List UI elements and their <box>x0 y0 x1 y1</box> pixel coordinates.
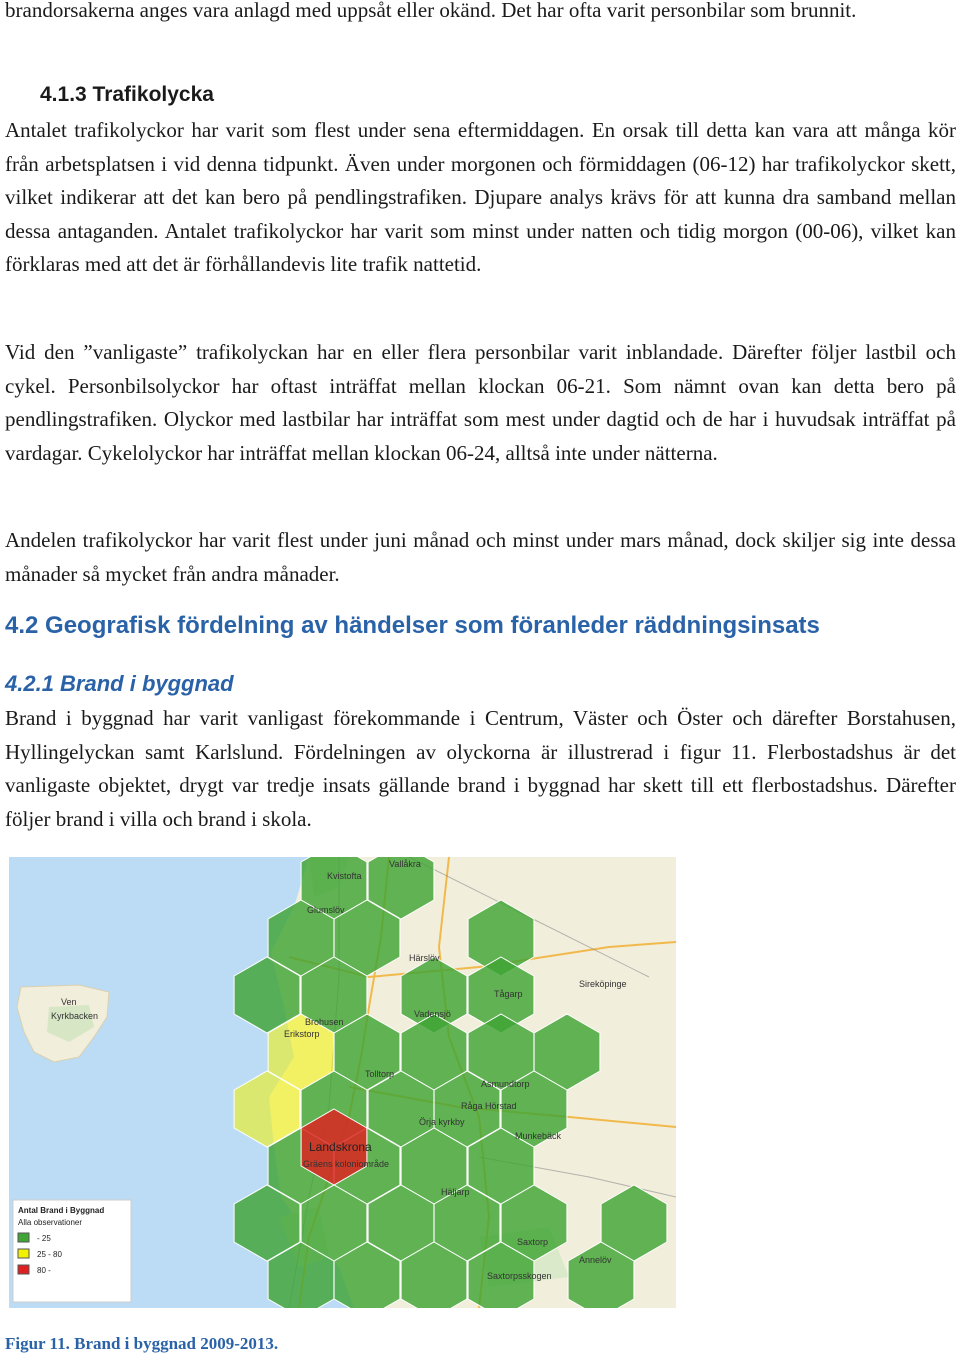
paragraph-brand: Brand i byggnad har varit vanligast förekommande i Centrum, Väster och Öster och därefter Borstahusen, Hyllingelyckan samt Karlslund. Fördelningen av olyckorna är illustrerad i figur 11. Flerbostadshus är det vanligaste objektet, drygt var tredje insats gällande brand i byggnad har skett till ett flerbostadshus. Därefter följer brand i villa och brand i skola. <box>5 706 956 831</box>
place-label: Sireköpinge <box>579 979 627 989</box>
legend-label-mid: 25 - 80 <box>37 1250 62 1259</box>
place-label: Saxtorp <box>517 1237 549 1247</box>
paragraph-trafik-2: Vid den ”vanligaste” trafikolyckan har en eller flera personbilar varit inblandade. Därefter följer lastbil och cykel. Personbilsolyckor har oftast inträffat mellan klockan 06-21. Som nämnt ovan kan detta bero på pendlingstrafiken. Olyckor med lastbilar har inträffat som mest under dagtid och de har i huvudsak inträffat på vardagar. Cykelolyckor har inträffat mellan klockan 06-24, alltså inte under nätterna. <box>5 340 956 465</box>
figure-caption: Figur 11. Brand i byggnad 2009-2013. <box>5 1334 279 1353</box>
place-label: Tolltorp <box>365 1069 395 1079</box>
paragraph-intro: brandorsakerna anges vara anlagd med uppsåt eller okänd. Det har ofta varit personbilar som brunnit. <box>5 0 857 22</box>
place-label: Saxtorpsskogen <box>487 1271 552 1281</box>
place-label: Vadensjö <box>414 1009 451 1019</box>
place-label: Ven <box>61 997 77 1007</box>
place-label: Örja kyrkby <box>419 1117 465 1127</box>
map-legend <box>13 1200 131 1302</box>
place-label: Häljarp <box>441 1187 470 1197</box>
paragraph-trafik-3: Andelen trafikolyckor har varit flest under juni månad och minst under mars månad, dock skiljer sig inte dessa månader så mycket från andra månader. <box>5 528 956 586</box>
legend-swatch-low <box>18 1233 29 1242</box>
place-label: Asmundtorp <box>481 1079 530 1089</box>
legend-label-low: - 25 <box>37 1234 51 1243</box>
place-label: Råga Hörstad <box>461 1101 517 1111</box>
legend-swatch-mid <box>18 1249 29 1258</box>
place-label: Munkebäck <box>515 1131 562 1141</box>
heading-4-1-3: 4.1.3 Trafikolycka <box>40 83 214 106</box>
legend-title: Antal Brand i Byggnad <box>18 1206 105 1215</box>
place-label: Kyrkbacken <box>51 1011 99 1021</box>
heading-4-2: 4.2 Geografisk fördelning av händelser som föranleder räddningsinsats <box>5 612 820 639</box>
place-label: Erikstorp <box>284 1029 320 1039</box>
place-label: Kvistofta <box>327 871 362 881</box>
legend-box <box>13 1200 131 1302</box>
place-label: Landskrona <box>309 1140 372 1154</box>
place-label: Glumslöv <box>307 905 345 915</box>
paragraph-trafik-1: Antalet trafikolyckor har varit som flest under sena eftermiddagen. En orsak till detta kan vara att många kör från arbetsplatsen i vid denna tidpunkt. Även under morgonen och förmiddagen (06-12) har trafikolyckor skett, vilket indikerar att det kan bero på pendlingstrafiken. Djupare analys krävs för att kunna dra samband mellan dessa antaganden. Antalet trafikolyckor har varit som minst under natten och tidig morgon (00-06), vilket kan förklaras med att det är förhållandevis lite trafik nattetid. <box>5 118 956 276</box>
legend-swatch-high <box>18 1265 29 1274</box>
legend-label-high: 80 - <box>37 1266 51 1275</box>
legend-subtitle: Alla observationer <box>18 1218 83 1227</box>
place-label: Annelöv <box>579 1255 612 1265</box>
place-label: Vallåkra <box>389 859 421 869</box>
place-label: Härslöv <box>409 953 440 963</box>
heading-4-2-1: 4.2.1 Brand i byggnad <box>5 671 234 696</box>
place-label: Brohusen <box>305 1017 344 1027</box>
place-label: Gräens koloniområde <box>303 1159 390 1169</box>
place-label: Tågarp <box>494 989 523 999</box>
fire-map-figure <box>9 857 676 1308</box>
